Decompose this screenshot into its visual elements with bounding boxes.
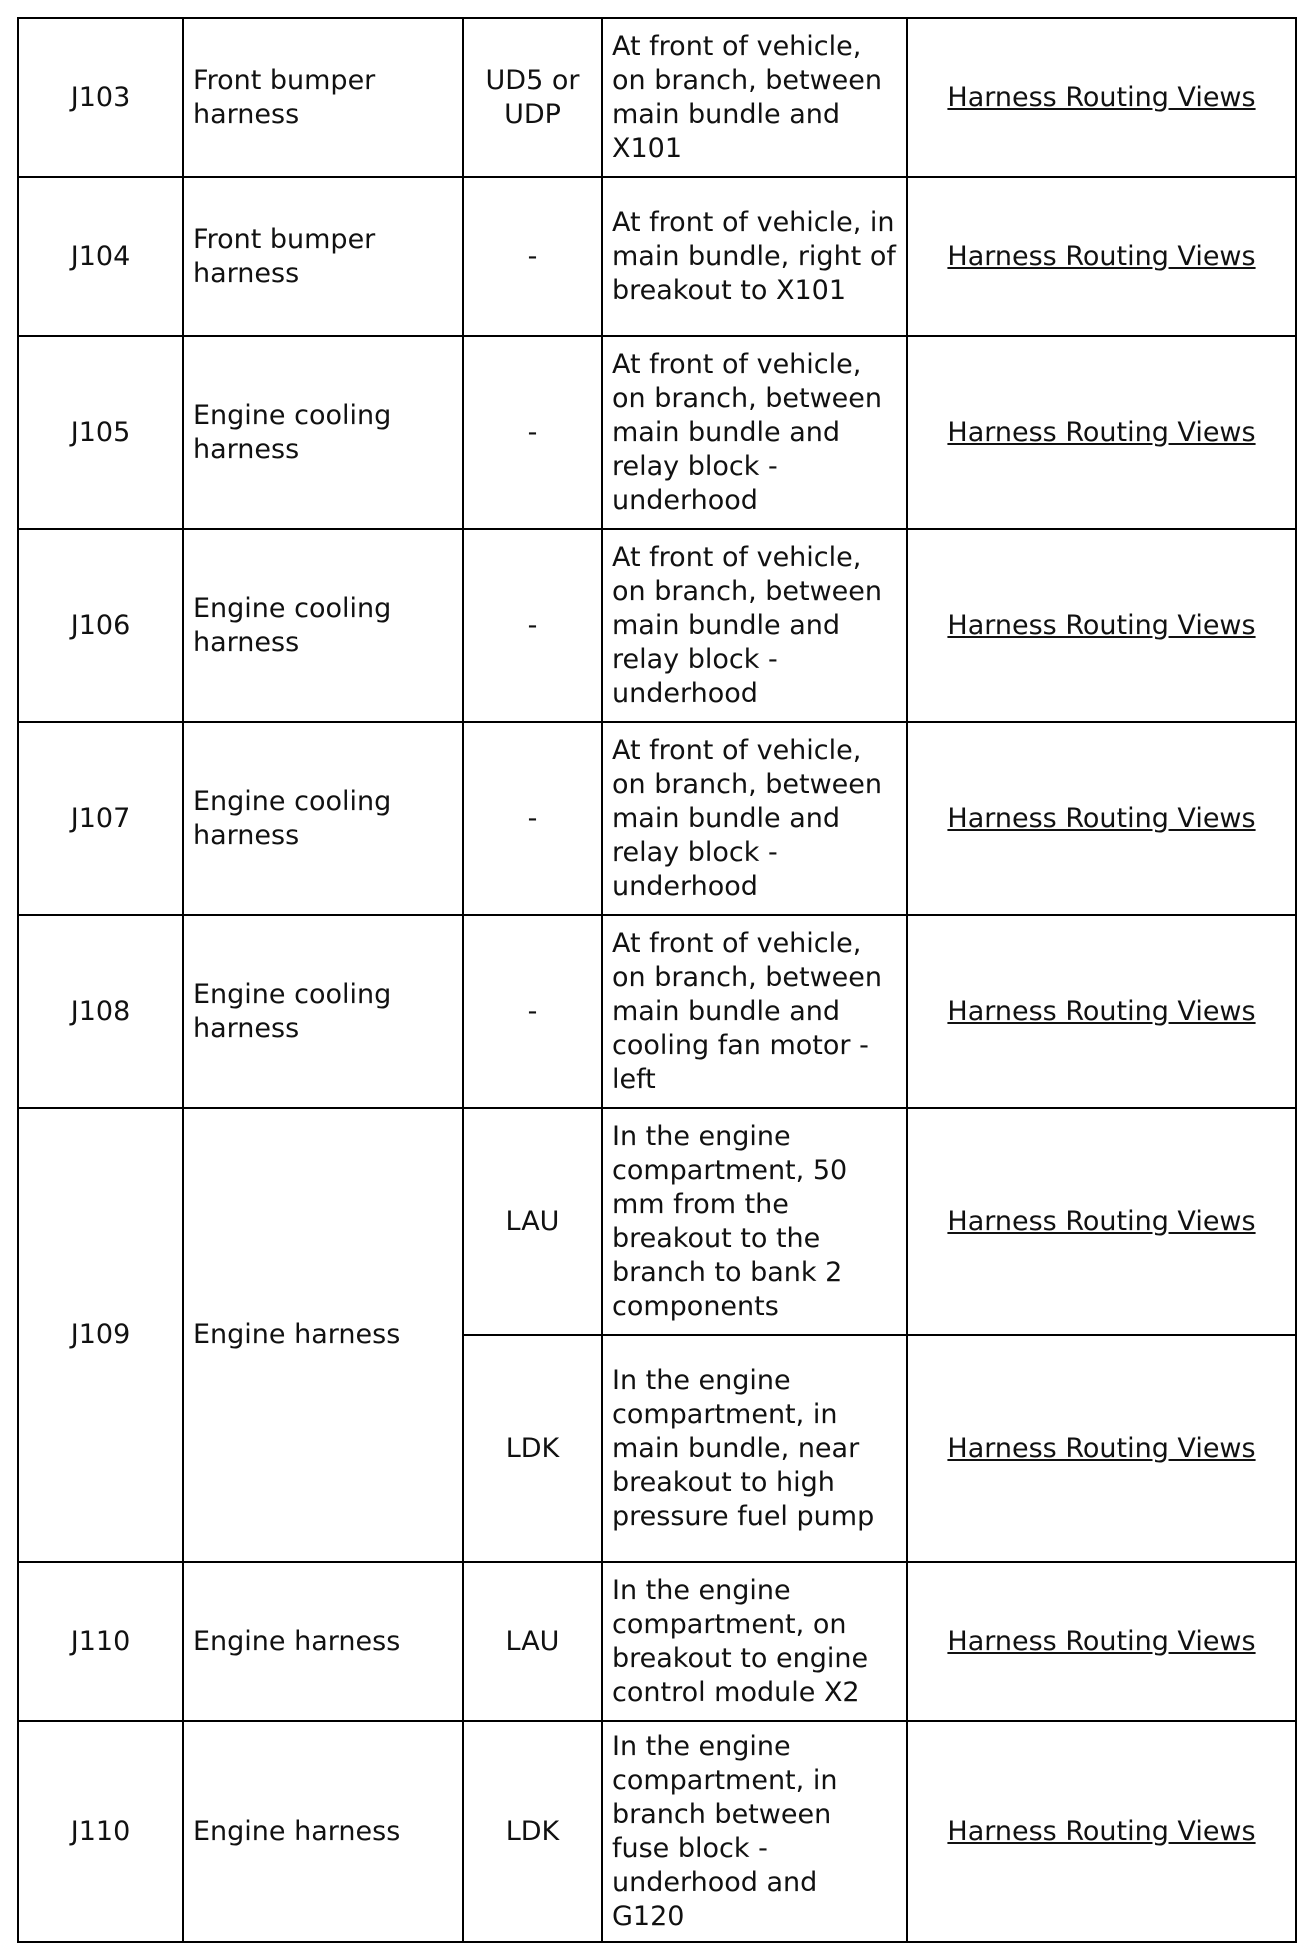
location-cell: In the engine compartment, in main bundle, near breakout to high pressure fuel pump: [602, 1335, 907, 1562]
table-row: [18, 1562, 1296, 1721]
splice-location-table: [17, 17, 1297, 1943]
splice-id-cell: J110: [18, 1721, 183, 1942]
table-row: [18, 336, 1296, 529]
harness-cell: Engine harness: [183, 1562, 463, 1721]
splice-id-cell: J103: [18, 18, 183, 177]
splice-id-cell: J110: [18, 1562, 183, 1721]
harness-cell: Front bumper harness: [183, 18, 463, 177]
splice-id-cell: J105: [18, 336, 183, 529]
link-cell: [907, 1721, 1296, 1942]
option-cell: -: [463, 529, 602, 722]
harness-routing-views-link[interactable]: Harness Routing Views: [947, 1432, 1256, 1464]
link-cell: [907, 177, 1296, 336]
harness-cell: Engine harness: [183, 1108, 463, 1562]
harness-routing-views-link[interactable]: Harness Routing Views: [947, 609, 1256, 641]
location-cell: In the engine compartment, in branch between fuse block - underhood and G120: [602, 1721, 907, 1942]
splice-id-cell: J109: [18, 1108, 183, 1562]
option-cell: UD5 or UDP: [463, 18, 602, 177]
table-row: [18, 18, 1296, 177]
link-cell: [907, 1108, 1296, 1335]
link-cell: [907, 336, 1296, 529]
splice-id-cell: J104: [18, 177, 183, 336]
link-cell: [907, 722, 1296, 915]
harness-routing-views-link[interactable]: Harness Routing Views: [947, 1205, 1256, 1237]
location-cell: At front of vehicle, on branch, between main bundle and relay block - underhood: [602, 529, 907, 722]
table-row: [18, 1108, 1296, 1335]
splice-id-cell: J106: [18, 529, 183, 722]
location-cell: At front of vehicle, on branch, between main bundle and X101: [602, 18, 907, 177]
table-row: [18, 1721, 1296, 1942]
harness-cell: Engine cooling harness: [183, 336, 463, 529]
harness-routing-views-link[interactable]: Harness Routing Views: [947, 802, 1256, 834]
location-cell: At front of vehicle, on branch, between main bundle and relay block - underhood: [602, 722, 907, 915]
option-cell: LAU: [463, 1562, 602, 1721]
link-cell: [907, 915, 1296, 1108]
link-cell: [907, 529, 1296, 722]
harness-cell: Engine harness: [183, 1721, 463, 1942]
harness-routing-views-link[interactable]: Harness Routing Views: [947, 240, 1256, 272]
option-cell: LAU: [463, 1108, 602, 1335]
table-row: [18, 915, 1296, 1108]
harness-cell: Engine cooling harness: [183, 722, 463, 915]
harness-routing-views-link[interactable]: Harness Routing Views: [947, 416, 1256, 448]
location-cell: At front of vehicle, in main bundle, right of breakout to X101: [602, 177, 907, 336]
table-row: [18, 177, 1296, 336]
table-row: [18, 722, 1296, 915]
location-cell: In the engine compartment, on breakout to engine control module X2: [602, 1562, 907, 1721]
option-cell: LDK: [463, 1335, 602, 1562]
option-cell: -: [463, 915, 602, 1108]
harness-routing-views-link[interactable]: Harness Routing Views: [947, 1815, 1256, 1847]
harness-routing-views-link[interactable]: Harness Routing Views: [947, 995, 1256, 1027]
harness-cell: Front bumper harness: [183, 177, 463, 336]
harness-cell: Engine cooling harness: [183, 915, 463, 1108]
link-cell: [907, 1335, 1296, 1562]
link-cell: [907, 18, 1296, 177]
harness-cell: Engine cooling harness: [183, 529, 463, 722]
table-row: [18, 529, 1296, 722]
option-cell: -: [463, 177, 602, 336]
location-cell: At front of vehicle, on branch, between main bundle and relay block - underhood: [602, 336, 907, 529]
link-cell: [907, 1562, 1296, 1721]
harness-routing-views-link[interactable]: Harness Routing Views: [947, 1625, 1256, 1657]
option-cell: -: [463, 722, 602, 915]
option-cell: LDK: [463, 1721, 602, 1942]
splice-id-cell: J107: [18, 722, 183, 915]
harness-routing-views-link[interactable]: Harness Routing Views: [947, 81, 1256, 113]
location-cell: In the engine compartment, 50 mm from the breakout to the branch to bank 2 components: [602, 1108, 907, 1335]
splice-id-cell: J108: [18, 915, 183, 1108]
location-cell: At front of vehicle, on branch, between main bundle and cooling fan motor - left: [602, 915, 907, 1108]
option-cell: -: [463, 336, 602, 529]
